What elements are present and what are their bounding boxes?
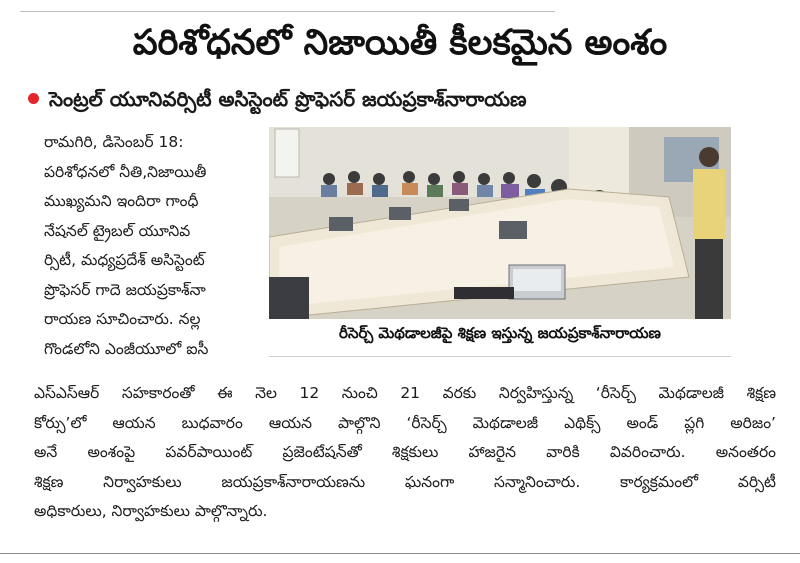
subheadline-text: సెంట్రల్ యూనివర్సిటీ అసిస్టెంట్ ప్రొఫెసర్ జయప్రకాశ్‌నారాయణ xyxy=(49,87,527,111)
classroom-photo-illustration xyxy=(269,127,731,319)
body-line: ర్సిటీ, మధ్యప్రదేశ్ అసిస్టెంట్ xyxy=(44,251,205,269)
body-line: గొండలోని ఎంజీయూలో ఐసీ xyxy=(44,339,209,358)
photo-caption: రీసెర్చ్ మెథడాలజీపై శిక్షణ ఇస్తున్న జయప్రకాశ్‌నారాయణ xyxy=(339,324,661,342)
top-rule xyxy=(20,11,555,12)
caption-divider xyxy=(269,356,731,357)
body-line: నేషనల్ ట్రైబల్ యూనివ xyxy=(44,221,191,240)
bottom-rule xyxy=(0,553,800,554)
body-line: ముఖ్యమని ఇందిరా గాంధీ xyxy=(44,192,199,210)
body-line: ప్రొఫెసర్ గాదె జయప్రకాశ్‌నా xyxy=(44,280,206,299)
body-full-width xyxy=(34,379,776,527)
body-line: పరిశోధనలో నీతి,నిజాయితీ xyxy=(44,162,207,181)
body-line: శిక్షణ నిర్వాహకులు జయప్రకాశ్‌నారాయణను ఘనంగా సన్మానించారు. కార్యక్రమంలో వర్సిటీ xyxy=(34,472,776,491)
news-photo xyxy=(269,127,731,319)
body-line: కోర్సు’లో ఆయన బుధవారం ఆయన పాల్గొని ‘రీసెర్చ్ మెథడాలజీ ఎథిక్స్ అండ్ ప్లగి అరిజం’ xyxy=(34,413,776,432)
body-line: అధికారులు, నిర్వాహకులు పాల్గొన్నారు. xyxy=(34,502,268,520)
body-line: రామగిరి, డిసెంబర్ 18: xyxy=(44,133,184,151)
body-line: ఎస్ఎస్ఆర్ సహకారంతో ఈ నెల 12 నుంచి 21 వరకు నిర్వహిస్తున్న ‘రీసెర్చ్ మెథడాలజీ శిక్షణ xyxy=(34,384,776,402)
subheadline xyxy=(28,84,788,114)
body-line: అనే అంశంపై పవర్‌పాయింట్ ప్రజెంటేషన్‌తో శిక్షకులు హాజరైన వారికి వివరించారు. అనంతరం xyxy=(34,443,776,461)
red-bullet-icon xyxy=(28,93,39,104)
body-line: రాయణ సూచించారు. నల్ల xyxy=(44,310,201,328)
body-column xyxy=(44,128,258,364)
headline: పరిశోధనలో నిజాయితీ కీలకమైన అంశం xyxy=(132,23,668,63)
